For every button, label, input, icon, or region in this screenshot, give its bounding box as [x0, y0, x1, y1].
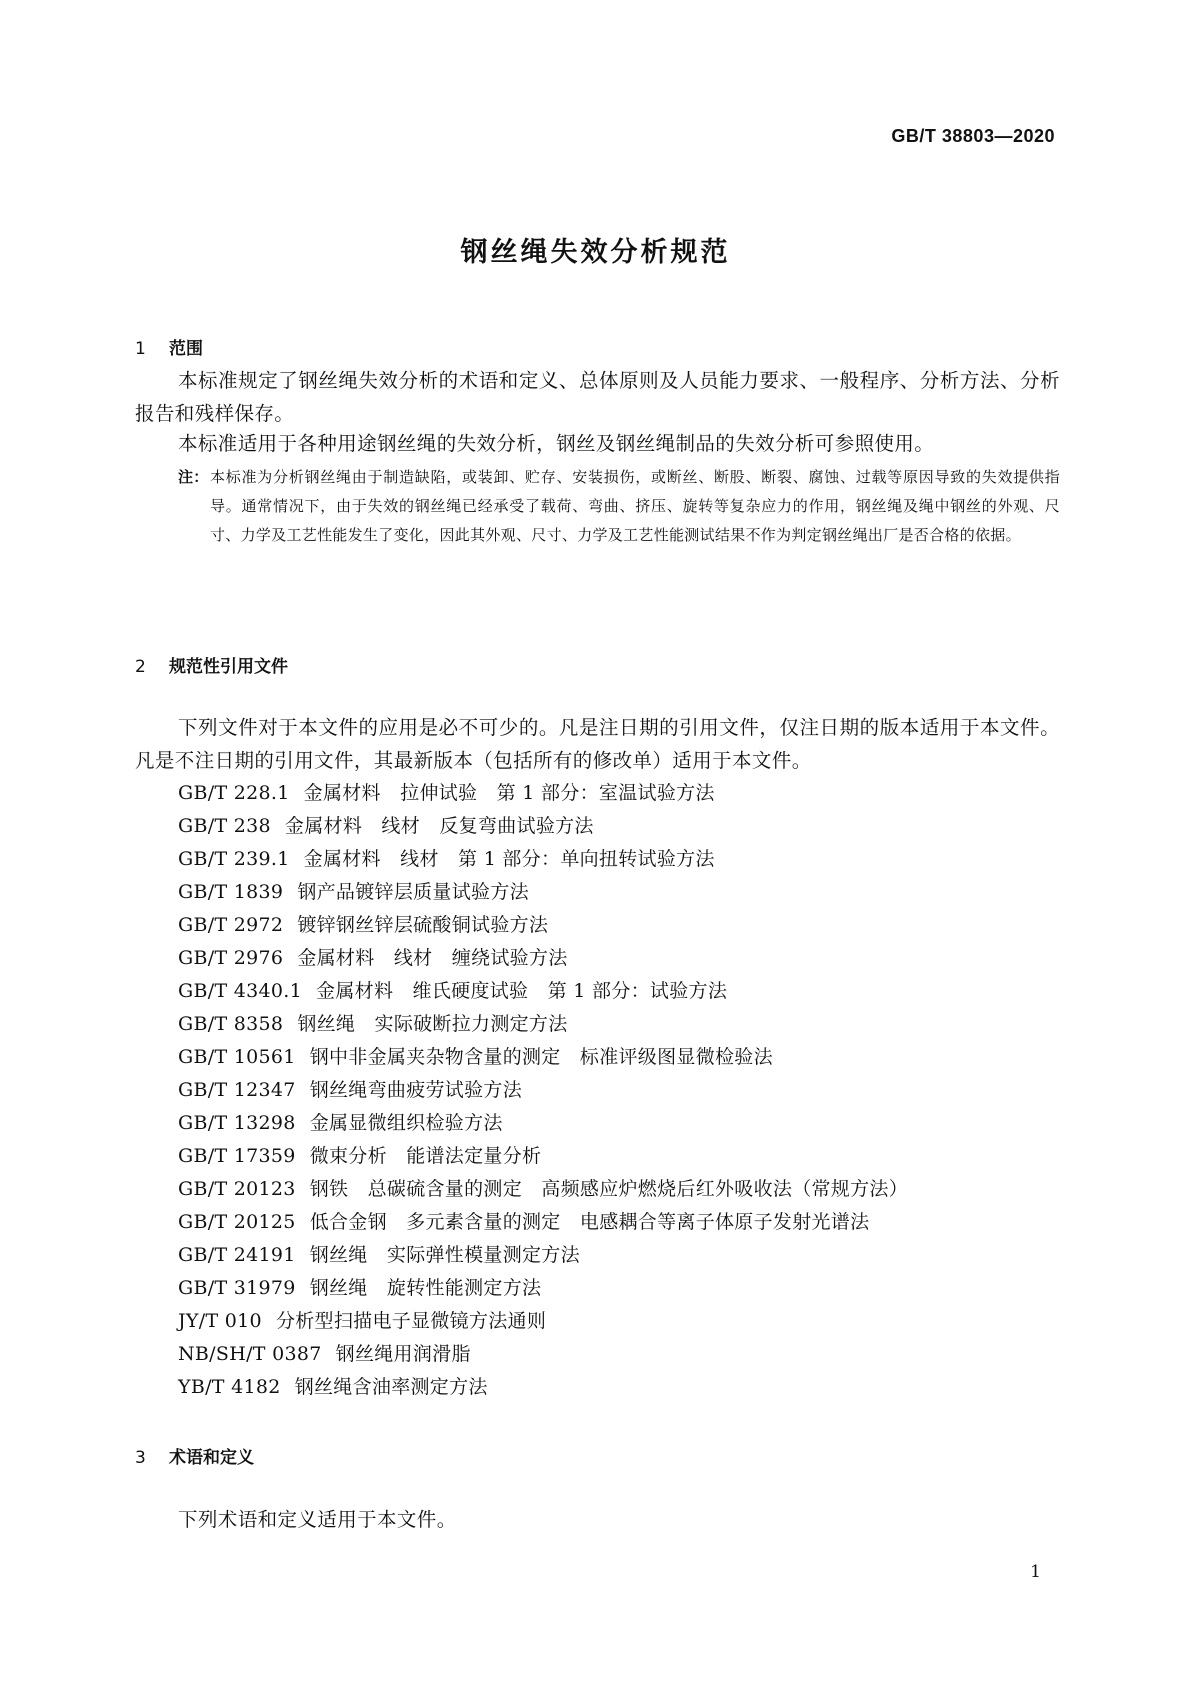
reference-title: 钢丝绳用润滑脂 [335, 1343, 471, 1365]
reference-title: 钢丝绳 旋转性能测定方法 [309, 1277, 542, 1299]
reference-code: GB/T 8358 [178, 1013, 284, 1035]
section-title: 术语和定义 [169, 1448, 254, 1468]
scope-paragraph-2: 本标准适用于各种用途钢丝绳的失效分析，钢丝及钢丝绳制品的失效分析可参照使用。 [178, 432, 935, 455]
reference-title: 金属材料 维氏硬度试验 第 1 部分：试验方法 [316, 980, 728, 1002]
reference-item [178, 876, 908, 909]
section-number: 1 [135, 339, 146, 359]
reference-code: JY/T 010 [178, 1310, 262, 1332]
reference-item [178, 810, 908, 843]
reference-title: 钢丝绳 实际弹性模量测定方法 [309, 1244, 580, 1266]
reference-item [178, 1008, 908, 1041]
section-title: 规范性引用文件 [169, 657, 288, 677]
reference-code: GB/T 31979 [178, 1277, 296, 1299]
reference-code: GB/T 239.1 [178, 848, 290, 870]
scope-note [178, 463, 1060, 550]
reference-code: NB/SH/T 0387 [178, 1343, 322, 1365]
reference-code: GB/T 2972 [178, 914, 284, 936]
reference-code: YB/T 4182 [178, 1376, 281, 1398]
reference-title: 低合金钢 多元素含量的测定 电感耦合等离子体原子发射光谱法 [309, 1211, 870, 1233]
reference-list [178, 777, 908, 1404]
reference-title: 金属显微组织检验方法 [309, 1112, 503, 1134]
reference-item [178, 1272, 908, 1305]
reference-code: GB/T 13298 [178, 1112, 296, 1134]
reference-code: GB/T 17359 [178, 1145, 296, 1167]
section-number: 3 [135, 1448, 146, 1468]
reference-title: 金属材料 线材 第 1 部分：单向扭转试验方法 [303, 848, 715, 870]
reference-code: GB/T 24191 [178, 1244, 296, 1266]
reference-title: 金属材料 拉伸试验 第 1 部分：室温试验方法 [303, 782, 715, 804]
section-heading-scope [135, 334, 203, 359]
normative-intro: 下列文件对于本文件的应用是必不可少的。凡是注日期的引用文件，仅注日期的版本适用于本文件。凡是不注日期的引用文件，其最新版本（包括所有的修改单）适用于本文件。 [135, 716, 1060, 772]
reference-code: GB/T 20123 [178, 1178, 296, 1200]
reference-title: 钢丝绳弯曲疲劳试验方法 [309, 1079, 523, 1101]
reference-item [178, 1338, 908, 1371]
reference-item [178, 1173, 908, 1206]
reference-title: 钢中非金属夹杂物含量的测定 标准评级图显微检验法 [309, 1046, 773, 1068]
reference-item [178, 1140, 908, 1173]
note-text: 本标准为分析钢丝绳由于制造缺陷，或装卸、贮存、安装损伤，或断丝、断股、断裂、腐蚀、过载等原因导致的失效提供指导。通常情况下，由于失效的钢丝绳已经承受了载荷、弯曲、挤压、旋转等复杂应力的作用，钢丝绳及绳中钢丝的外观、尺寸、力学及工艺性能发生了变化，因此其外观、尺寸、力学及工艺性能测试结果不作为判定钢丝绳出厂是否合格的依据。 [210, 468, 1060, 544]
section-heading-terms-definitions [135, 1443, 254, 1468]
reference-code: GB/T 20125 [178, 1211, 296, 1233]
reference-item [178, 1239, 908, 1272]
reference-item [178, 975, 908, 1008]
reference-title: 金属材料 线材 缠绕试验方法 [297, 947, 568, 969]
section-heading-normative-references [135, 652, 288, 677]
reference-item [178, 843, 908, 876]
scope-paragraph-1: 本标准规定了钢丝绳失效分析的术语和定义、总体原则及人员能力要求、一般程序、分析方法、分析报告和残样保存。 [135, 369, 1060, 425]
reference-item [178, 1074, 908, 1107]
reference-item [178, 777, 908, 810]
reference-item [178, 909, 908, 942]
reference-item [178, 1206, 908, 1239]
reference-title: 钢丝绳 实际破断拉力测定方法 [297, 1013, 568, 1035]
reference-code: GB/T 228.1 [178, 782, 290, 804]
page-number: 1 [1030, 1562, 1041, 1582]
section-title: 范围 [169, 339, 203, 359]
reference-title: 钢产品镀锌层质量试验方法 [297, 881, 529, 903]
reference-item [178, 1305, 908, 1338]
reference-title: 钢铁 总碳硫含量的测定 高频感应炉燃烧后红外吸收法（常规方法） [309, 1178, 909, 1200]
section-number: 2 [135, 657, 146, 677]
reference-code: GB/T 1839 [178, 881, 284, 903]
reference-code: GB/T 238 [178, 815, 271, 837]
reference-code: GB/T 10561 [178, 1046, 296, 1068]
standard-code: GB/T 38803—2020 [891, 126, 1055, 146]
reference-item [178, 1041, 908, 1074]
reference-title: 钢丝绳含油率测定方法 [294, 1376, 488, 1398]
reference-code: GB/T 12347 [178, 1079, 296, 1101]
note-label: 注： [178, 468, 209, 486]
reference-title: 分析型扫描电子显微镜方法通则 [275, 1310, 547, 1332]
reference-title: 金属材料 线材 反复弯曲试验方法 [284, 815, 594, 837]
reference-title: 镀锌钢丝锌层硫酸铜试验方法 [297, 914, 549, 936]
document-title: 钢丝绳失效分析规范 [460, 237, 731, 268]
reference-item [178, 1107, 908, 1140]
reference-code: GB/T 2976 [178, 947, 284, 969]
reference-title: 微束分析 能谱法定量分析 [309, 1145, 542, 1167]
terms-intro: 下列术语和定义适用于本文件。 [178, 1508, 457, 1531]
reference-item [178, 942, 908, 975]
reference-item [178, 1371, 908, 1404]
reference-code: GB/T 4340.1 [178, 980, 303, 1002]
